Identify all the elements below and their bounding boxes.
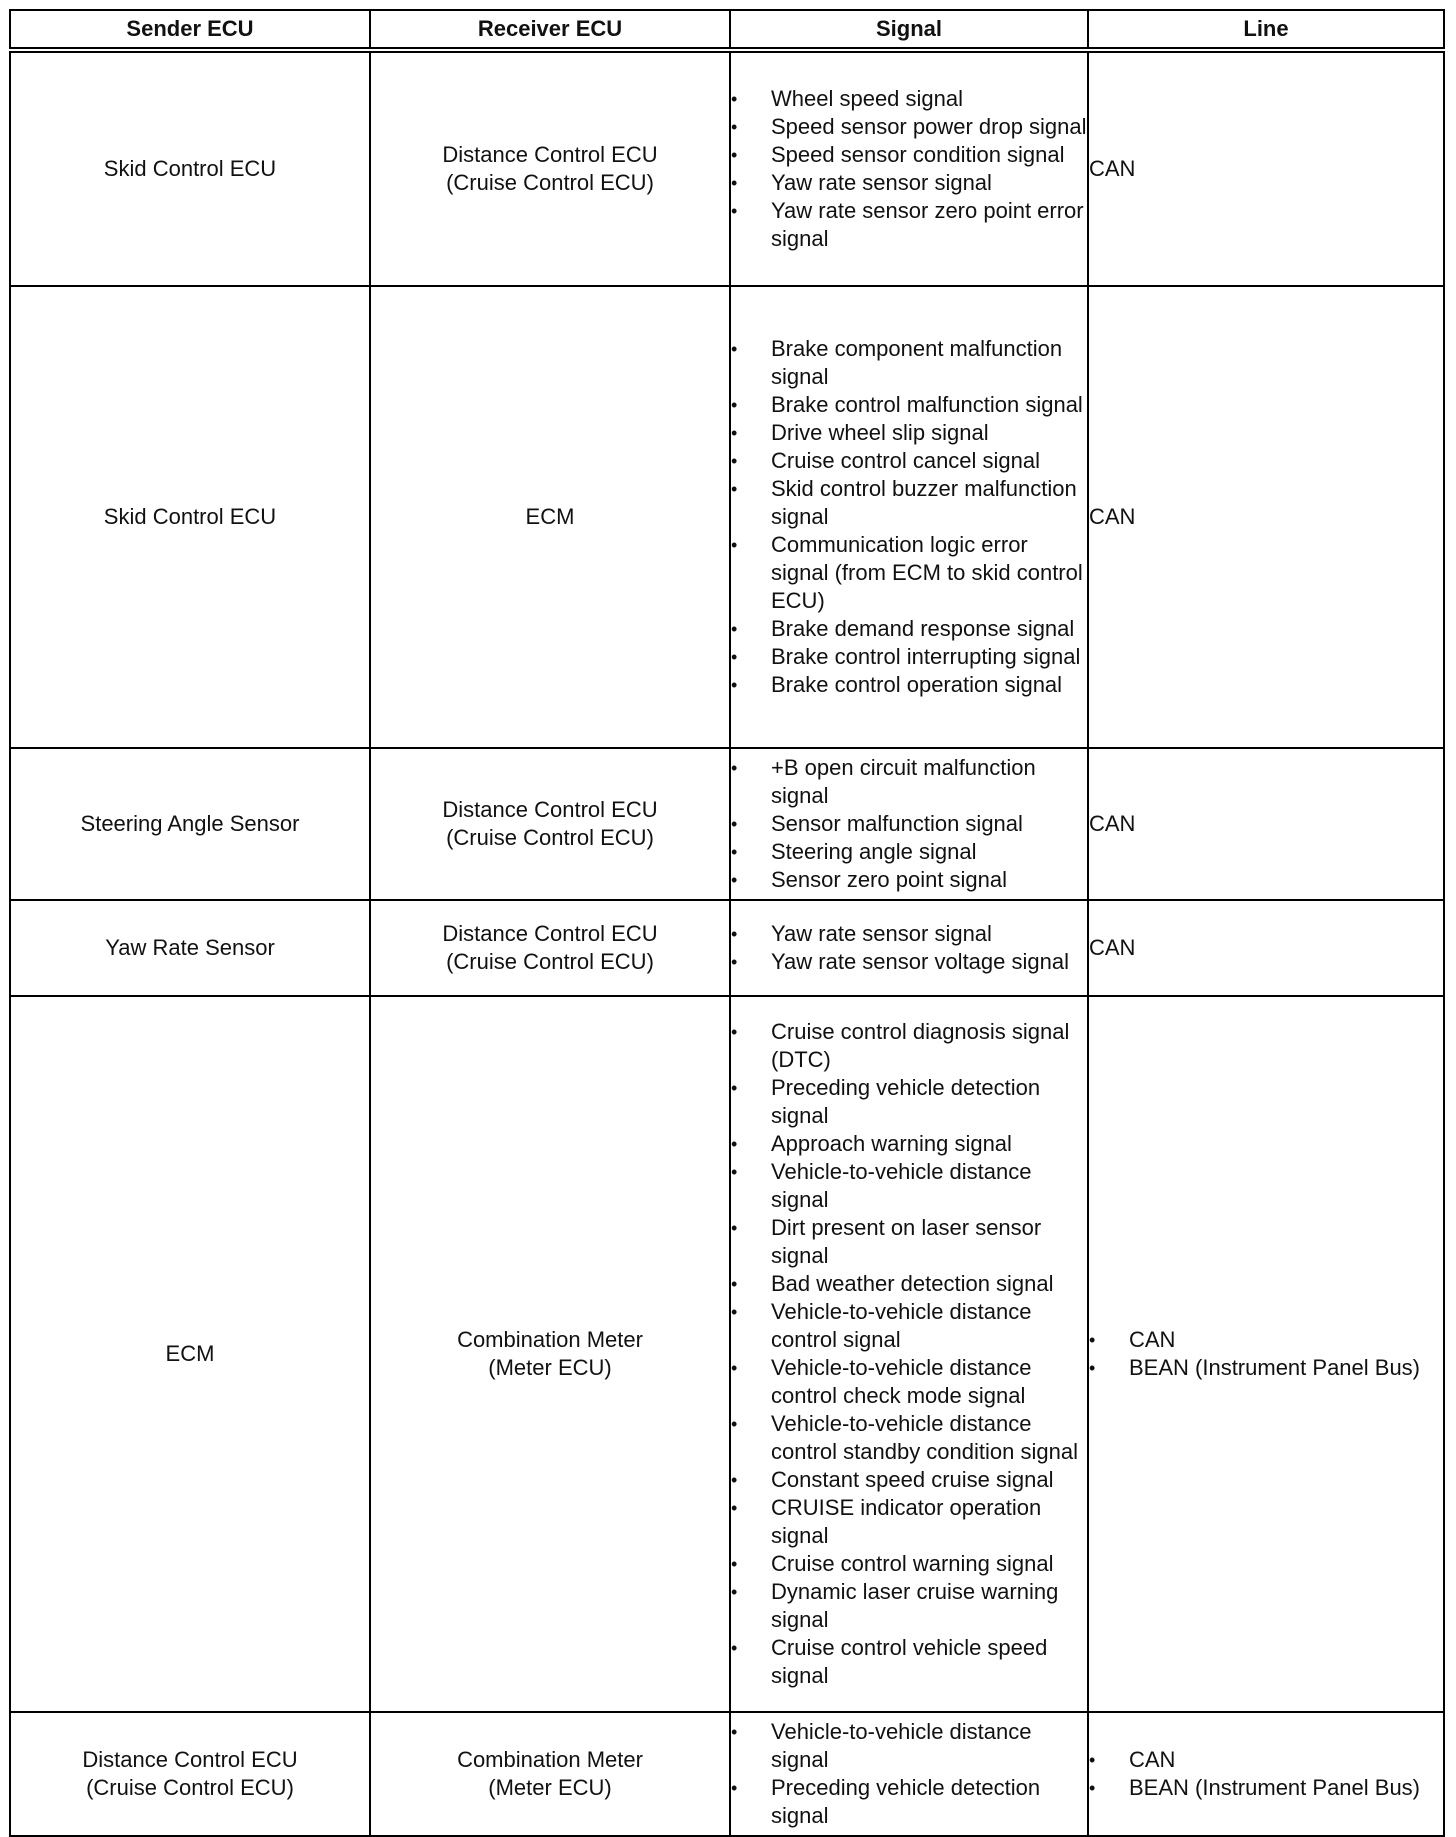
receiver-text: (Meter ECU) <box>488 1775 612 1800</box>
table-row <box>10 996 1444 1712</box>
line-cell <box>1088 748 1444 900</box>
signal-item: • Steering angle signal <box>731 838 1087 866</box>
signal-item: • Dirt present on laser sensor signal <box>731 1214 1087 1270</box>
signal-item: • Vehicle-to-vehicle distance control signal <box>731 1298 1087 1354</box>
receiver-cell <box>370 50 730 286</box>
signal-item: • Preceding vehicle detection signal <box>731 1074 1087 1130</box>
signal-item: • +B open circuit malfunction signal <box>731 754 1087 810</box>
receiver-text: Combination Meter <box>457 1747 643 1772</box>
signal-item: • Drive wheel slip signal <box>731 419 1087 447</box>
signal-item: • Brake component malfunction signal <box>731 335 1087 391</box>
signal-item: • Speed sensor condition signal <box>731 141 1087 169</box>
line-text: CAN <box>1089 504 1136 529</box>
line-cell <box>1088 996 1444 1712</box>
signal-item: • Yaw rate sensor signal <box>731 920 1087 948</box>
signal-cell <box>730 748 1088 900</box>
receiver-text: Distance Control ECU <box>442 142 658 167</box>
sender-text: Skid Control ECU <box>103 156 277 181</box>
receiver-text: Distance Control ECU <box>442 921 658 946</box>
signal-list <box>731 754 1087 894</box>
header-line: Line <box>1088 10 1444 50</box>
signal-item: • Cruise control cancel signal <box>731 447 1087 475</box>
receiver-text: ECM <box>525 504 575 529</box>
signal-item: • Brake demand response signal <box>731 615 1087 643</box>
line-cell <box>1088 286 1444 748</box>
table-header <box>10 10 1444 50</box>
line-text: CAN <box>1089 811 1136 836</box>
receiver-text: (Cruise Control ECU) <box>446 949 654 974</box>
receiver-cell <box>370 1712 730 1836</box>
signal-list <box>731 335 1087 699</box>
signal-item: • Skid control buzzer malfunction signal <box>731 475 1087 531</box>
signal-item: • Wheel speed signal <box>731 85 1087 113</box>
signal-item: • Yaw rate sensor zero point error signal <box>731 197 1087 253</box>
signal-item: • Communication logic error signal (from ECM to skid control ECU) <box>731 531 1087 615</box>
signal-cell <box>730 50 1088 286</box>
signal-cell <box>730 286 1088 748</box>
line-item: • BEAN (Instrument Panel Bus) <box>1089 1354 1443 1382</box>
receiver-text: (Meter ECU) <box>488 1355 612 1380</box>
header-sender-ecu: Sender ECU <box>10 10 370 50</box>
line-list <box>1089 1746 1443 1802</box>
signal-item: • CRUISE indicator operation signal <box>731 1494 1087 1550</box>
table-body <box>10 50 1444 1836</box>
signal-item: • Yaw rate sensor voltage signal <box>731 948 1087 976</box>
table-row <box>10 286 1444 748</box>
sender-text: Yaw Rate Sensor <box>105 935 275 960</box>
line-list <box>1089 1326 1443 1382</box>
receiver-text: Combination Meter <box>457 1327 643 1352</box>
table-row <box>10 50 1444 286</box>
signal-item: • Vehicle-to-vehicle distance control check mode signal <box>731 1354 1087 1410</box>
signal-cell <box>730 996 1088 1712</box>
table-row <box>10 900 1444 996</box>
signal-item: • Cruise control warning signal <box>731 1550 1087 1578</box>
signal-item: • Sensor malfunction signal <box>731 810 1087 838</box>
signal-item: • Brake control operation signal <box>731 671 1087 699</box>
signal-item: • Yaw rate sensor signal <box>731 169 1087 197</box>
sender-cell <box>10 748 370 900</box>
signal-item: • Sensor zero point signal <box>731 866 1087 894</box>
signal-item: • Approach warning signal <box>731 1130 1087 1158</box>
signal-item: • Dynamic laser cruise warning signal <box>731 1578 1087 1634</box>
receiver-cell <box>370 996 730 1712</box>
receiver-text: (Cruise Control ECU) <box>446 170 654 195</box>
signal-item: • Preceding vehicle detection signal <box>731 1774 1087 1830</box>
signal-item: • Brake control malfunction signal <box>731 391 1087 419</box>
signal-item: • Vehicle-to-vehicle distance signal <box>731 1718 1087 1774</box>
header-receiver-ecu: Receiver ECU <box>370 10 730 50</box>
sender-cell <box>10 1712 370 1836</box>
signal-list <box>731 1018 1087 1690</box>
signal-cell <box>730 900 1088 996</box>
sender-text: Distance Control ECU <box>82 1747 298 1772</box>
table-row <box>10 1712 1444 1836</box>
signal-item: • Cruise control vehicle speed signal <box>731 1634 1087 1690</box>
sender-text: Steering Angle Sensor <box>80 811 300 836</box>
line-cell <box>1088 900 1444 996</box>
line-item: • CAN <box>1089 1746 1443 1774</box>
line-item: • BEAN (Instrument Panel Bus) <box>1089 1774 1443 1802</box>
receiver-text: (Cruise Control ECU) <box>446 825 654 850</box>
signal-list <box>731 920 1087 976</box>
line-cell <box>1088 1712 1444 1836</box>
sender-text: (Cruise Control ECU) <box>86 1775 294 1800</box>
receiver-text: Distance Control ECU <box>442 797 658 822</box>
signal-list <box>731 1718 1087 1830</box>
signal-item: • Vehicle-to-vehicle distance signal <box>731 1158 1087 1214</box>
signal-item: • Cruise control diagnosis signal (DTC) <box>731 1018 1087 1074</box>
signal-item: • Vehicle-to-vehicle distance control standby condition signal <box>731 1410 1087 1466</box>
signal-item: • Brake control interrupting signal <box>731 643 1087 671</box>
sender-text: Skid Control ECU <box>103 504 277 529</box>
sender-text: ECM <box>165 1341 215 1366</box>
signal-item: • Speed sensor power drop signal <box>731 113 1087 141</box>
line-cell <box>1088 50 1444 286</box>
signal-item: • Constant speed cruise signal <box>731 1466 1087 1494</box>
receiver-cell <box>370 748 730 900</box>
sender-cell <box>10 286 370 748</box>
line-item: • CAN <box>1089 1326 1443 1354</box>
ecu-signal-table <box>9 9 1445 1837</box>
line-text: CAN <box>1089 156 1136 181</box>
receiver-cell <box>370 286 730 748</box>
header-signal: Signal <box>730 10 1088 50</box>
sender-cell <box>10 50 370 286</box>
signal-cell <box>730 1712 1088 1836</box>
signal-item: • Bad weather detection signal <box>731 1270 1087 1298</box>
table-row <box>10 748 1444 900</box>
sender-cell <box>10 996 370 1712</box>
header-row <box>10 10 1444 50</box>
signal-list <box>731 85 1087 253</box>
sender-cell <box>10 900 370 996</box>
line-text: CAN <box>1089 935 1136 960</box>
receiver-cell <box>370 900 730 996</box>
